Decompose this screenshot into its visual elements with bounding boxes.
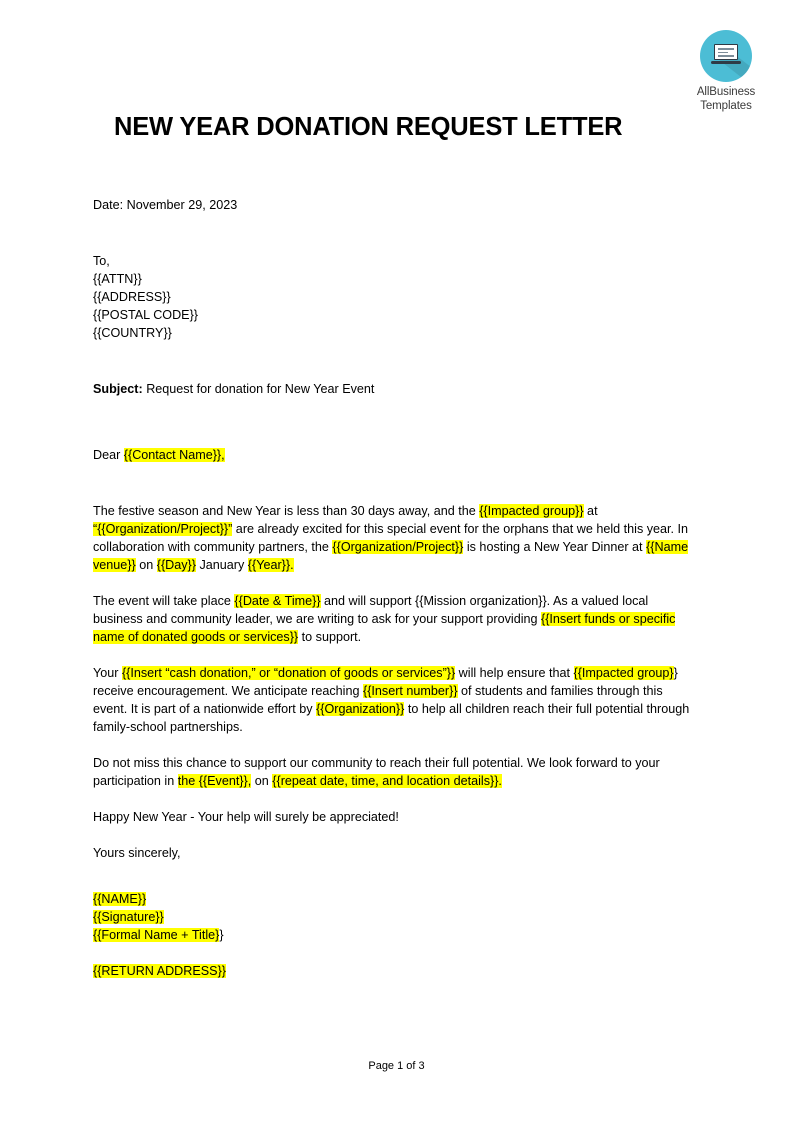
recipient-address: {{ADDRESS}} xyxy=(93,290,171,304)
p1-placeholder-year: {{Year}}. xyxy=(247,558,294,572)
subject-label: Subject: xyxy=(93,382,143,396)
letter-body xyxy=(93,196,693,980)
spacer xyxy=(93,398,693,436)
p1-placeholder-name-venue: {{Name venue}} xyxy=(93,540,689,572)
spacer xyxy=(93,826,693,844)
recipient-to: To, xyxy=(93,254,110,268)
p1-placeholder-organization-project-2: {{Organization/Project}} xyxy=(332,540,464,554)
greeting-line xyxy=(93,446,693,464)
signature-formal-name xyxy=(93,926,693,944)
p3-text-5: to help all children reach their full potential through family-school partnerships. xyxy=(93,702,690,734)
spacer xyxy=(93,862,693,890)
paragraph-5-happy-new-year: Happy New Year - Your help will surely be appreciated! xyxy=(93,810,399,824)
paragraph-2 xyxy=(93,592,693,646)
p3-text-2: will help ensure that xyxy=(455,666,574,680)
p4-text-1: Do not miss this chance to support our community to reach their full potential. We look forward to your participation in xyxy=(93,756,660,788)
paragraph-1 xyxy=(93,502,693,574)
p3-placeholder-insert-number: {{Insert number}} xyxy=(363,684,458,698)
greeting-prefix: Dear xyxy=(93,448,124,462)
p2-text-3: to support. xyxy=(298,630,362,644)
spacer xyxy=(93,214,693,252)
signature-signature xyxy=(93,908,693,926)
p2-placeholder-insert-funds: {{Insert funds or specific name of donated goods or services}} xyxy=(93,612,676,644)
spacer xyxy=(93,342,693,380)
logo-mark xyxy=(700,30,752,82)
spacer xyxy=(93,944,693,962)
p1-placeholder-organization-project-1: “{{Organization/Project}}” xyxy=(93,522,233,536)
p1-text-3: are already excited for this special event for the orphans that we held this year. In collaboration with community partners, the xyxy=(93,522,689,554)
spacer xyxy=(93,464,693,502)
laptop-icon xyxy=(711,44,741,68)
recipient-attn: {{ATTN}} xyxy=(93,272,142,286)
p2-text-2: and will support {{Mission organization}}. As a valued local business and community leader, we are writing to ask for your support providing xyxy=(93,594,649,626)
p4-placeholder-event: the {{Event}}, xyxy=(177,774,252,788)
spacer xyxy=(93,574,693,592)
logo-text xyxy=(686,86,766,113)
spacer xyxy=(93,790,693,808)
signature-return-address-placeholder: {{RETURN ADDRESS}} xyxy=(93,964,226,978)
laptop-base xyxy=(711,61,741,64)
signature-name xyxy=(93,890,693,908)
logo-text-line2: Templates xyxy=(700,99,752,112)
laptop-screen-line xyxy=(718,55,734,57)
recipient-postal-code: {{POSTAL CODE}} xyxy=(93,308,198,322)
subject-text: Request for donation for New Year Event xyxy=(146,382,375,396)
paragraph-4 xyxy=(93,754,693,790)
page-footer: Page 1 of 3 xyxy=(368,1060,425,1072)
p2-text-1: The event will take place xyxy=(93,594,235,608)
p1-text-6: January xyxy=(195,558,248,572)
p3-text-4: of students and families through this event. It is part of a nationwide effort by xyxy=(93,684,663,716)
p3-text-3: } receive encouragement. We anticipate reaching xyxy=(93,666,678,698)
subject-line xyxy=(93,380,693,398)
signature-formal-name-tail: } xyxy=(219,928,224,942)
spacer xyxy=(93,646,693,664)
p1-placeholder-impacted-group: {{Impacted group}} xyxy=(479,504,584,518)
laptop-screen-line xyxy=(718,52,728,54)
signature-signature-placeholder: {{Signature}} xyxy=(93,910,164,924)
p3-text-1: Your xyxy=(93,666,122,680)
laptop-screen-line xyxy=(718,48,734,50)
laptop-screen xyxy=(714,44,738,60)
spacer xyxy=(93,736,693,754)
allbusiness-templates-logo xyxy=(686,30,766,113)
page-title: NEW YEAR DONATION REQUEST LETTER xyxy=(114,113,623,141)
signature-formal-name-placeholder: {{Formal Name + Title} xyxy=(93,928,220,942)
greeting-contact-placeholder: {{Contact Name}}, xyxy=(123,448,225,462)
recipient-country: {{COUNTRY}} xyxy=(93,326,172,340)
p2-placeholder-date-time: {{Date & Time}} xyxy=(234,594,321,608)
p3-placeholder-insert-cash-donation: {{Insert “cash donation,” or “donation of goods or services”}} xyxy=(121,666,456,680)
date-line: Date: November 29, 2023 xyxy=(93,198,238,212)
p1-text-4: is hosting a New Year Dinner at xyxy=(463,540,647,554)
p1-text-5: on xyxy=(135,558,157,572)
spacer xyxy=(93,436,693,446)
signature-name-placeholder: {{NAME}} xyxy=(93,892,147,906)
logo-text-line1: AllBusiness xyxy=(696,86,756,98)
p1-text-1: The festive season and New Year is less than 30 days away, and the xyxy=(93,504,480,518)
paragraph-6-closing: Yours sincerely, xyxy=(93,846,181,860)
p3-placeholder-organization: {{Organization}} xyxy=(316,702,405,716)
p1-text-2: at xyxy=(583,504,598,518)
p1-placeholder-day: {{Day}} xyxy=(156,558,196,572)
signature-return-address xyxy=(93,962,693,980)
p4-placeholder-repeat-details: {{repeat date, time, and location details}}. xyxy=(272,774,502,788)
paragraph-3 xyxy=(93,664,693,736)
p4-text-2: on xyxy=(251,774,273,788)
p3-placeholder-impacted-group: {{Impacted group} xyxy=(573,666,674,680)
